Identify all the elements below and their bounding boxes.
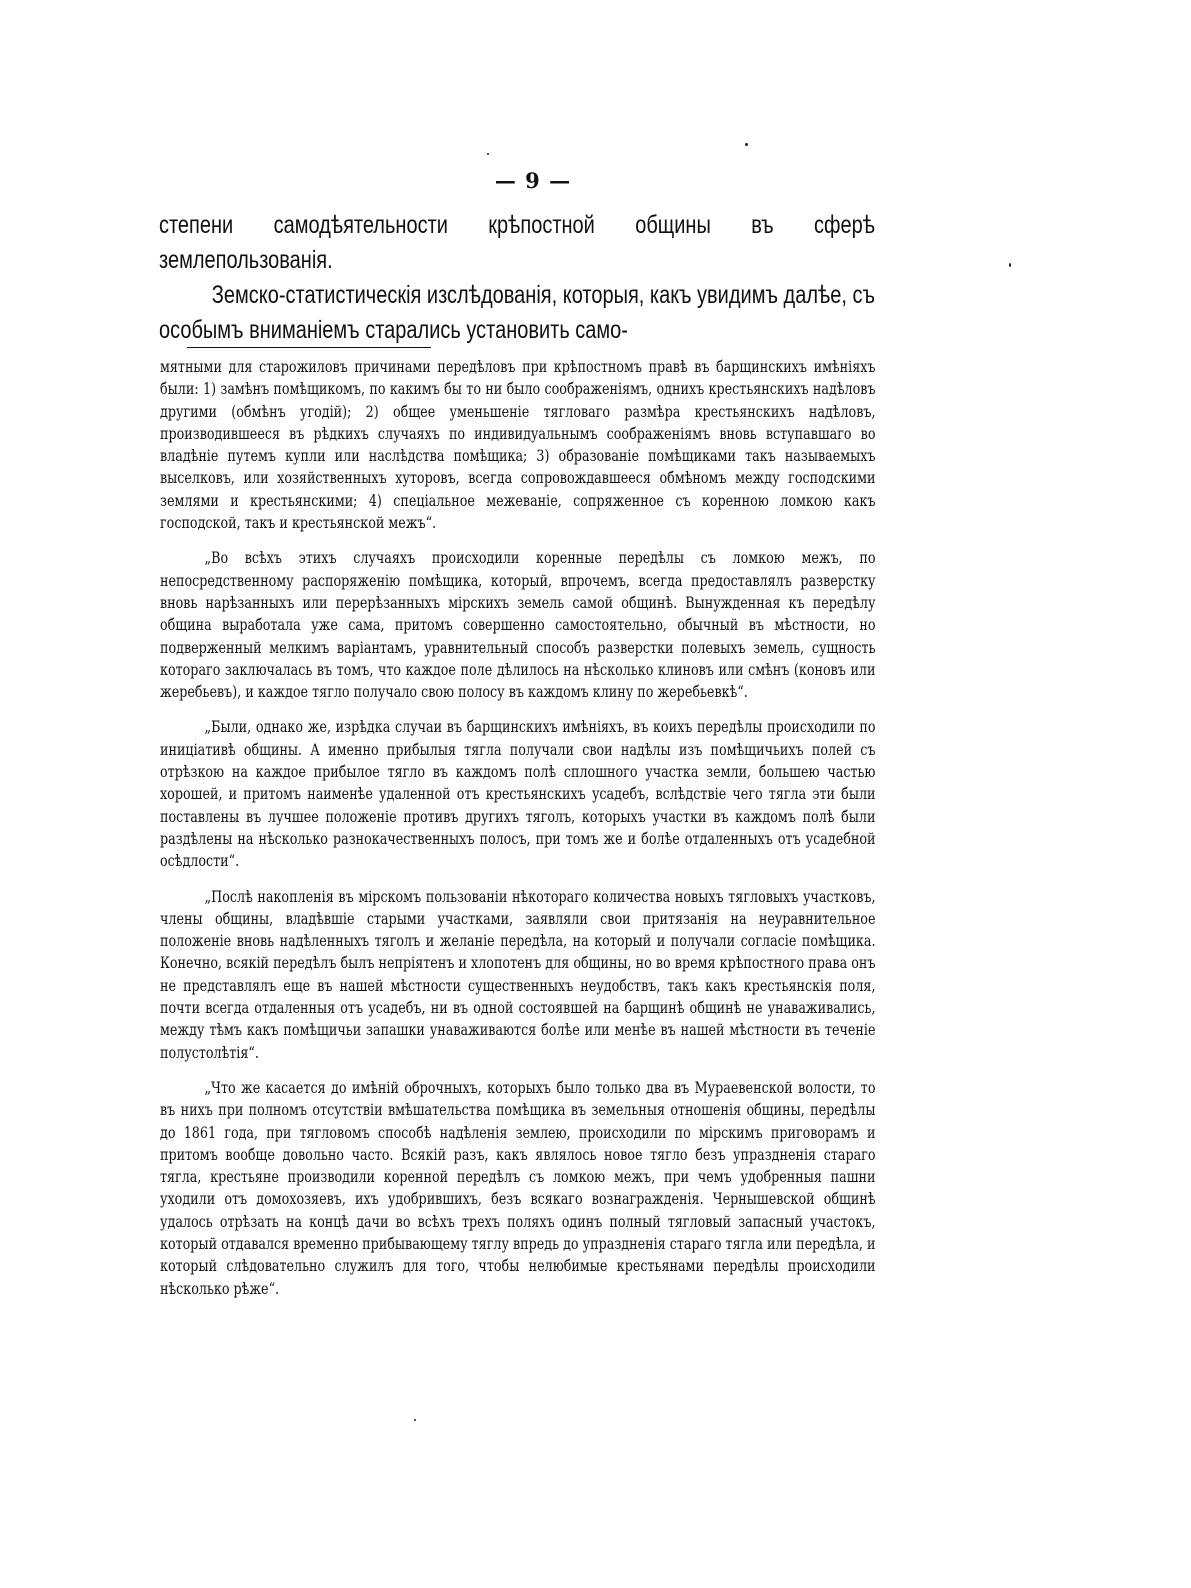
scan-speck (414, 1419, 416, 1421)
footnote-intro: мятными для старожиловъ причинами передѣловъ при крѣпостномъ правѣ въ барщинскихъ имѣніяхъ были: 1) замѣнъ помѣщикомъ, по какимъ бы то ни было соображеніямъ, однихъ крестьянскихъ надѣловъ другими (обмѣнъ угодій); 2) общее уменьшеніе тягловаго размѣра крестьянскихъ надѣловъ, производившееся въ рѣдкихъ случаяхъ по индивидуальнымъ соображеніямъ вновь вступавшаго во владѣніе путемъ купли или наслѣдства помѣщика; 3) образованіе помѣщиками такъ называемыхъ выселковъ, или хозяйственныхъ хуторовъ, всегда сопровождавшееся обмѣномъ между господскими землями и крестьянскими; 4) спеціальное межеваніе, сопряженное съ коренною ломкою какъ господской, такъ и крестьянской межъ“. (160, 357, 876, 533)
scan-speck (745, 143, 748, 146)
page-number: — 9 — (494, 168, 572, 193)
scan-speck (1009, 263, 1011, 267)
scan-speck (487, 153, 489, 155)
main-paragraph-continuation: степени самодѣятельности крѣпостной общины въ сферѣ землепользованія. (159, 211, 875, 274)
footnote-divider (187, 347, 431, 348)
footnote-quote: „Что же касается до имѣній оброчныхъ, которыхъ было только два въ Мураевенской волости, то въ нихъ при полномъ отсутствіи вмѣшательства помѣщика въ земельныя отношенія общины, передѣлы до 1861 года, при тягловомъ способѣ надѣленія землею, происходили по мірскимъ приговорамъ и притомъ вообще довольно часто. Всякій разъ, какъ являлось новое тягло безъ упраздненія стараго тягла, крестьяне производили коренной передѣлъ съ ломкою межъ, при чемъ удобренныя пашни уходили отъ домохозяевъ, ихъ удобрившихъ, безъ всякаго вознагражденія. Чернышевской общинѣ удалось отрѣзать на концѣ дачи во всѣхъ трехъ поляхъ одинъ полный тягловый запасный участокъ, который отдавался временно прибывающему тяглу впредь до упраздненія стараго тягла или передѣла, и который слѣдовательно служилъ для того, чтобы нелюбимые крестьянами передѣлы происходили нѣсколько рѣже“. (160, 1077, 876, 1298)
footnote-block (160, 356, 876, 1300)
main-text (159, 208, 875, 348)
footnote-quote: „Во всѣхъ этихъ случаяхъ происходили коренные передѣлы съ ломкою межъ, по непосредственному распоряженію помѣщика, который, впрочемъ, всегда предоставлялъ разверстку вновь нарѣзанныхъ или перерѣзанныхъ мірскихъ земель самой общинѣ. Вынужденная къ передѣлу община выработала уже сама, притомъ совершенно самостоятельно, обычный въ мѣстности, но подверженный мелкимъ варіантамъ, уравнительный способъ разверстки полевыхъ земель, сущность котораго заключалась въ томъ, что каждое поле дѣлилось на нѣсколько клиновъ или смѣнъ (коновъ или жеребьевъ), и каждое тягло получало свою полосу въ каждомъ клину по жеребьевкѣ“. (160, 548, 876, 702)
footnote-quote: „Были, однако же, изрѣдка случаи въ барщинскихъ имѣніяхъ, въ коихъ передѣлы происходили по иниціативѣ общины. А именно прибылыя тягла получали свои надѣлы изъ помѣщичьихъ полей съ отрѣзкою на каждое прибылое тягло въ каждомъ полѣ сплошного участка земли, большею частью хорошей, и притомъ наименѣе удаленной отъ крестьянскихъ усадебъ, вслѣдствіе чего тягла эти были поставлены въ лучшее положеніе противъ другихъ тяголъ, которыхъ участки въ каждомъ полѣ были раздѣлены на нѣсколько разнокачественныхъ полосъ, при томъ же и болѣе отдаленныхъ отъ усадебной осѣдлости“. (160, 717, 876, 871)
footnote-quote: „Послѣ накопленія въ мірскомъ пользованіи нѣкотораго количества новыхъ тягловыхъ участковъ, члены общины, владѣвшіе старыми участками, заявляли свои притязанія на неуравнительное положеніе вновь надѣленныхъ тяголъ и желаніе передѣла, на который и получали согласіе помѣщика. Конечно, всякій передѣлъ былъ непріятенъ и хлопотенъ для общины, но во время крѣпостного права онъ не представлялъ еще въ нашей мѣстности существенныхъ неудобствъ, такъ какъ крестьянскія поля, почти всегда отдаленныя отъ усадебъ, ни въ одной состоявшей на барщинѣ общинѣ не унаваживались, между тѣмъ какъ помѣщичьи запашки унаваживаются болѣе или менѣе въ нашей мѣстности въ теченіе полустолѣтія“. (160, 886, 876, 1062)
main-paragraph: Земско-статистическія изслѣдованія, которыя, какъ увидимъ далѣе, съ особымъ вниманіемъ старались установить само- (159, 281, 876, 344)
